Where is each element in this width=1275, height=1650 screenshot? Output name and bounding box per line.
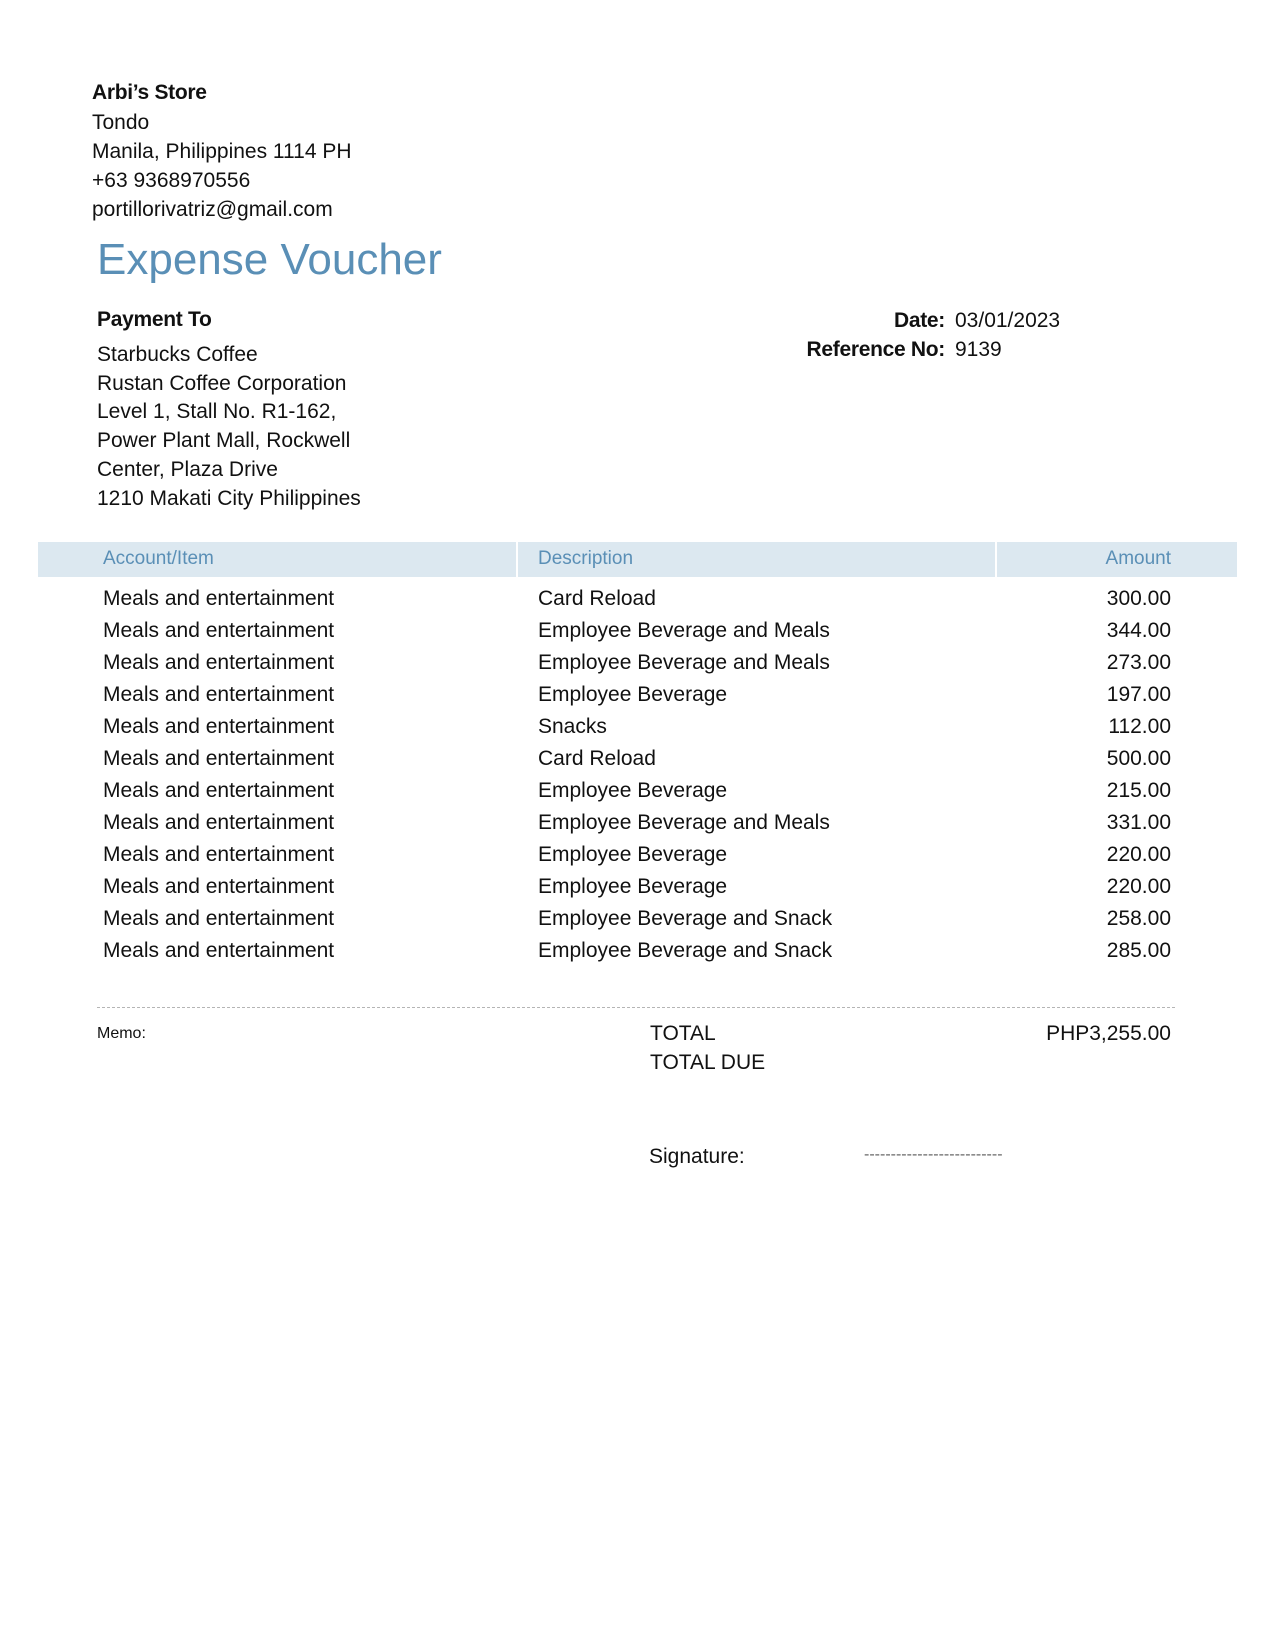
header-description: Description [538, 548, 634, 569]
account-cell: Meals and entertainment [103, 779, 335, 802]
column-divider [995, 542, 997, 577]
header-account: Account/Item [103, 548, 214, 569]
total-label: TOTAL [650, 1022, 716, 1045]
account-cell: Meals and entertainment [103, 683, 335, 706]
amount-cell: 112.00 [1108, 715, 1171, 738]
reference-value: 9139 [955, 338, 1002, 361]
description-cell: Card Reload [538, 587, 656, 610]
table-row [0, 743, 1275, 775]
description-cell: Employee Beverage and Snack [538, 907, 833, 930]
table-row [0, 871, 1275, 903]
description-cell: Employee Beverage and Meals [538, 651, 830, 674]
table-row [0, 711, 1275, 743]
company-phone: +63 9368970556 [92, 169, 251, 192]
company-address-line1: Tondo [92, 111, 150, 134]
amount-cell: 285.00 [1106, 939, 1171, 962]
amount-cell: 331.00 [1106, 811, 1171, 834]
table-header [38, 542, 1237, 577]
column-divider [516, 542, 518, 577]
payee-line: 1210 Makati City Philippines [97, 487, 361, 510]
amount-cell: 258.00 [1106, 907, 1171, 930]
table-row [0, 807, 1275, 839]
description-cell: Employee Beverage [538, 683, 728, 706]
company-address-line2: Manila, Philippines 1114 PH [92, 140, 352, 163]
payee-line: Power Plant Mall, Rockwell [97, 429, 351, 452]
page-title: Expense Voucher [97, 235, 442, 284]
payee-line: Starbucks Coffee [97, 343, 258, 366]
reference-label: Reference No: [806, 338, 945, 361]
amount-cell: 220.00 [1106, 843, 1171, 866]
account-cell: Meals and entertainment [103, 587, 335, 610]
description-cell: Employee Beverage and Snack [538, 939, 833, 962]
account-cell: Meals and entertainment [103, 747, 335, 770]
amount-cell: 220.00 [1106, 875, 1171, 898]
payee-line: Center, Plaza Drive [97, 458, 278, 481]
table-row [0, 583, 1275, 615]
table-row [0, 647, 1275, 679]
account-cell: Meals and entertainment [103, 651, 335, 674]
description-cell: Employee Beverage [538, 779, 728, 802]
amount-cell: 344.00 [1106, 619, 1171, 642]
account-cell: Meals and entertainment [103, 715, 335, 738]
account-cell: Meals and entertainment [103, 811, 335, 834]
header-amount: Amount [1105, 548, 1171, 569]
description-cell: Snacks [538, 715, 607, 738]
company-name: Arbi’s Store [92, 81, 207, 104]
date-label: Date: [893, 309, 945, 332]
amount-cell: 300.00 [1106, 587, 1171, 610]
total-due-label: TOTAL DUE [650, 1051, 766, 1074]
account-cell: Meals and entertainment [103, 939, 335, 962]
table-row [0, 935, 1275, 967]
description-cell: Employee Beverage and Meals [538, 619, 830, 642]
company-email: portillorivatriz@gmail.com [92, 198, 333, 221]
signature-label: Signature: [649, 1145, 745, 1168]
payment-to-label: Payment To [97, 308, 212, 331]
amount-cell: 500.00 [1106, 747, 1171, 770]
description-cell: Card Reload [538, 747, 656, 770]
account-cell: Meals and entertainment [103, 907, 335, 930]
table-row [0, 839, 1275, 871]
description-cell: Employee Beverage and Meals [538, 811, 830, 834]
description-cell: Employee Beverage [538, 875, 728, 898]
amount-cell: 197.00 [1106, 683, 1171, 706]
table-row [0, 775, 1275, 807]
total-value: PHP3,255.00 [1046, 1022, 1171, 1045]
payee-line: Level 1, Stall No. R1-162, [97, 400, 337, 423]
table-row [0, 903, 1275, 935]
amount-cell: 273.00 [1106, 651, 1171, 674]
account-cell: Meals and entertainment [103, 619, 335, 642]
account-cell: Meals and entertainment [103, 875, 335, 898]
totals-divider [97, 1007, 1175, 1008]
table-row [0, 615, 1275, 647]
memo-label: Memo: [97, 1025, 146, 1042]
description-cell: Employee Beverage [538, 843, 728, 866]
date-value: 03/01/2023 [955, 309, 1061, 332]
signature-line: -------------------------- [864, 1146, 1003, 1163]
table-row [0, 679, 1275, 711]
account-cell: Meals and entertainment [103, 843, 335, 866]
payee-line: Rustan Coffee Corporation [97, 372, 347, 395]
amount-cell: 215.00 [1106, 779, 1171, 802]
